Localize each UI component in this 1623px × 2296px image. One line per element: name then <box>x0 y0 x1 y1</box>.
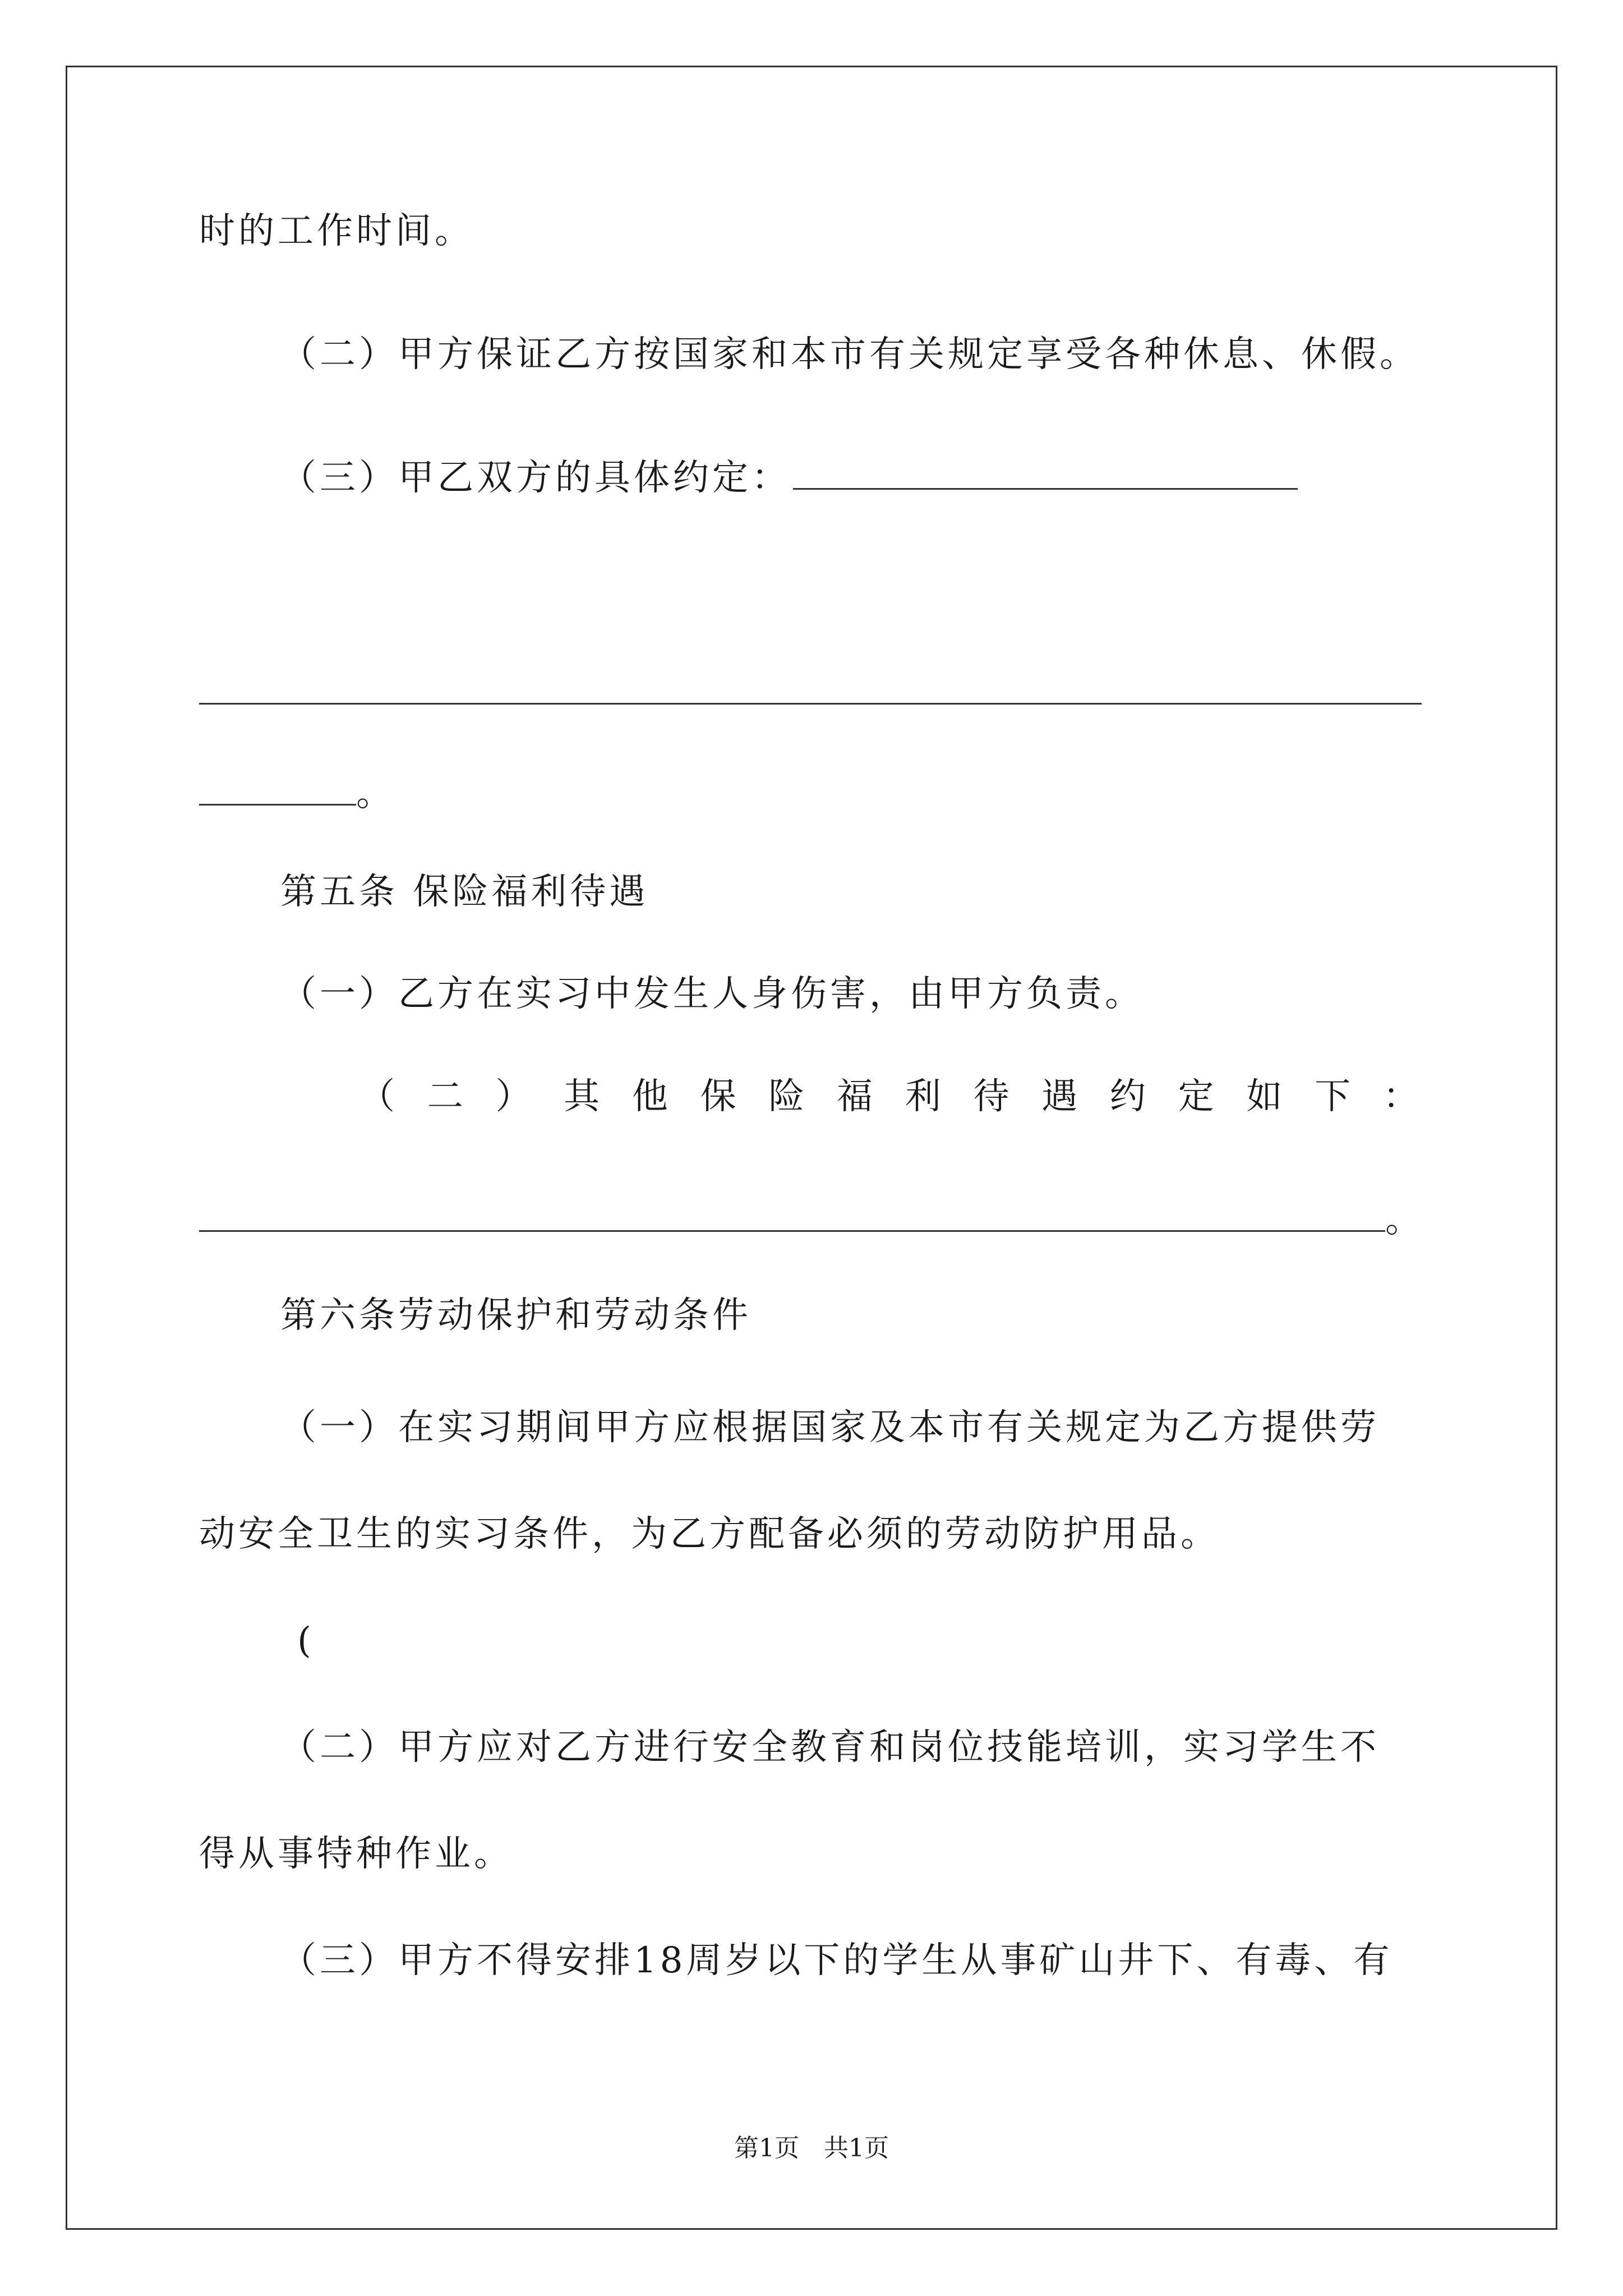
article-5-heading: 第五条 保险福利待遇 <box>280 871 649 913</box>
page-footer: 第1页 共1页 <box>734 2134 889 2162</box>
article-6-heading: 第六条劳动保护和劳动条件 <box>280 1295 751 1336</box>
justified-char: ： <box>1382 1076 1419 1117</box>
text-line-15: 得从事特种作业。 <box>199 1833 513 1875</box>
justified-char: 他 <box>631 1076 668 1117</box>
justified-char: （ <box>359 1076 395 1117</box>
text-line-3-label: （三）甲乙双方的具体约定： <box>280 457 791 499</box>
fill-in-blank[interactable] <box>793 459 1298 490</box>
justified-char: 保 <box>700 1076 736 1117</box>
period: 。 <box>356 773 395 815</box>
period: 。 <box>1385 1199 1424 1241</box>
fill-in-blank[interactable] <box>199 674 1422 705</box>
text-line-7: （一）乙方在实习中发生人身伤害，由甲方负责。 <box>280 973 1144 1015</box>
text-line-5 <box>199 771 395 816</box>
justified-char: 二 <box>427 1076 463 1117</box>
text-line-16: （三）甲方不得安排18周岁以下的学生从事矿山井下、有毒、有 <box>280 1940 1393 1981</box>
text-line-14: （二）甲方应对乙方进行安全教育和岗位技能培训，实习学生不 <box>280 1727 1380 1768</box>
justified-char: 约 <box>1109 1076 1146 1117</box>
justified-char: 利 <box>905 1076 941 1117</box>
text-line-11: （一）在实习期间甲方应根据国家及本市有关规定为乙方提供劳 <box>280 1407 1380 1448</box>
justified-char: 待 <box>973 1076 1009 1117</box>
justified-char: 如 <box>1246 1076 1283 1117</box>
text-line-4 <box>199 670 1422 715</box>
justified-char: 险 <box>768 1076 805 1117</box>
text-line-8-justified <box>359 1074 1419 1119</box>
text-line-13: ( <box>297 1620 315 1662</box>
text-line-12: 动安全卫生的实习条件，为乙方配备必须的劳动防护用品。 <box>199 1513 1220 1555</box>
justified-char: 定 <box>1178 1076 1214 1117</box>
justified-char: 下 <box>1315 1076 1351 1117</box>
justified-char: 其 <box>564 1076 600 1117</box>
justified-char: 福 <box>837 1076 873 1117</box>
text-line-9 <box>199 1198 1424 1243</box>
fill-in-blank[interactable] <box>199 1201 1385 1232</box>
justified-char: ） <box>495 1076 532 1117</box>
justified-char: 遇 <box>1041 1076 1078 1117</box>
text-line-2: （二）甲方保证乙方按国家和本市有关规定享受各种休息、休假。 <box>280 334 1419 375</box>
page-border <box>66 66 1557 2230</box>
fill-in-blank[interactable] <box>199 775 356 806</box>
text-line-1: 时的工作时间。 <box>199 210 474 252</box>
text-line-3 <box>280 455 1298 500</box>
